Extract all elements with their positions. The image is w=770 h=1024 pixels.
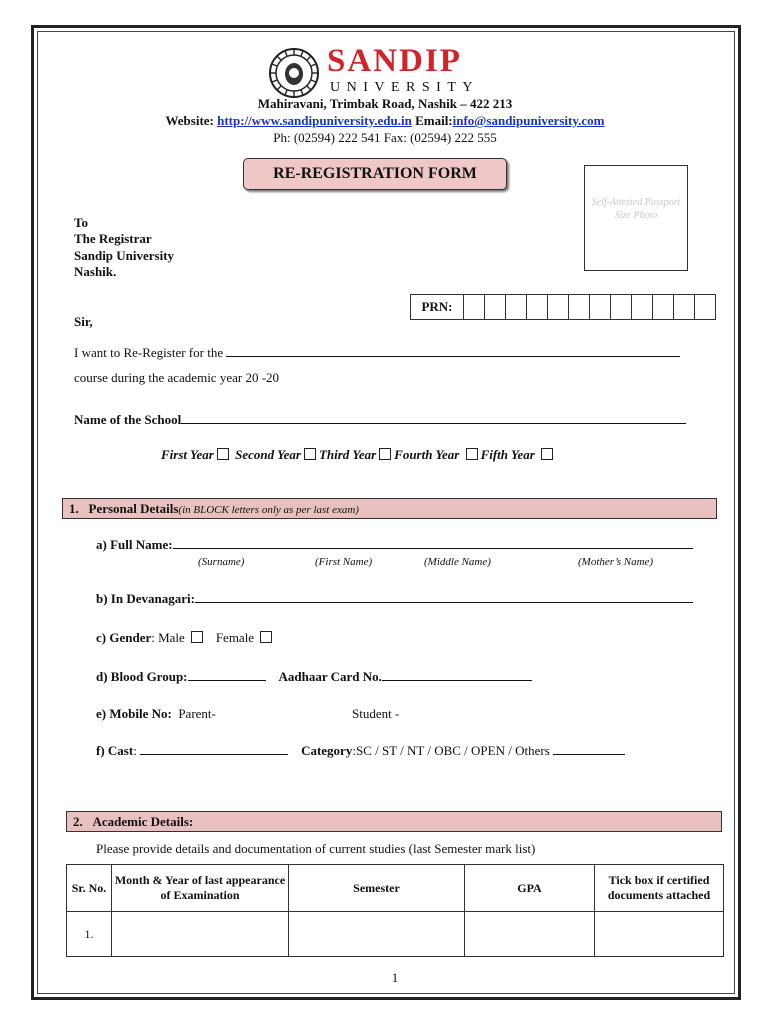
gender-line [96, 630, 275, 646]
category-label: Category [301, 743, 353, 758]
reregister-line [74, 345, 680, 361]
year-fourth-label: Fourth Year [394, 447, 460, 462]
section-1-header [62, 498, 717, 519]
prn-digit-box[interactable] [527, 295, 548, 320]
full-name-field[interactable] [173, 548, 693, 549]
brand-subtitle: UNIVERSITY [330, 80, 479, 95]
year-fifth-label: Fifth Year [480, 447, 535, 462]
row-semester-cell[interactable] [289, 912, 465, 957]
prn-digit-box[interactable] [485, 295, 506, 320]
aadhaar-label: Aadhaar Card No. [278, 669, 382, 684]
full-name-label: a) Full Name: [96, 537, 173, 552]
cast-field[interactable] [140, 754, 288, 755]
section-1-note: (in BLOCK letters only as per last exam) [178, 504, 359, 516]
devanagari-label: b) In Devanagari: [96, 591, 195, 606]
year-options [161, 447, 556, 463]
section-1-title: Personal Details [88, 501, 179, 516]
email-link[interactable]: info@sandipuniversity.com [452, 113, 605, 128]
contact-line [0, 113, 770, 129]
gender-male-checkbox[interactable] [191, 631, 203, 643]
prn-digit-box[interactable] [611, 295, 632, 320]
col-month-year: Month & Year of last appearance of Examination [112, 865, 289, 912]
course-field[interactable] [226, 356, 680, 357]
section-1-number: 1. [69, 501, 79, 516]
brand-name: SANDIP [327, 43, 462, 79]
gender-label: c) Gender [96, 630, 152, 645]
blood-aadhaar-line [96, 669, 532, 685]
col-certified: Tick box if certified documents attached [595, 865, 724, 912]
website-label: Website: [165, 113, 214, 128]
to-line-4: Nashik. [74, 264, 117, 279]
year-fourth-checkbox[interactable] [466, 448, 478, 460]
category-others-field[interactable] [553, 754, 625, 755]
school-line [74, 412, 686, 428]
section-2-header [66, 811, 722, 832]
academic-instruction: Please provide details and documentation of current studies (last Semester mark list) [96, 841, 536, 856]
salutation: Sir, [74, 314, 93, 329]
year-first-label: First Year [161, 447, 214, 462]
gender-female-checkbox[interactable] [260, 631, 272, 643]
university-seal-icon [268, 47, 320, 99]
gender-female-label: Female [215, 630, 255, 645]
year-fifth-checkbox[interactable] [541, 448, 553, 460]
mobile-label: e) Mobile No: [96, 706, 172, 721]
section-2-title: Academic Details: [92, 814, 194, 829]
school-field[interactable] [181, 423, 686, 424]
reregister-text: I want to Re-Register for the [74, 345, 224, 360]
row-certified-cell[interactable] [595, 912, 724, 957]
aadhaar-field[interactable] [382, 680, 532, 681]
prn-digit-box[interactable] [506, 295, 527, 320]
cast-line: f) Cast: Category:SC / ST / NT / OBC / OPEN / Others [96, 743, 625, 759]
prn-digit-box[interactable] [590, 295, 611, 320]
prn-digit-box[interactable] [464, 295, 485, 320]
year-second-label: Second Year [235, 447, 301, 462]
name-part-middle: (Middle Name) [424, 556, 491, 568]
devanagari-line [96, 591, 693, 607]
to-line-3: Sandip University [74, 248, 175, 263]
phone-line: Ph: (02594) 222 541 Fax: (02594) 222 555 [273, 130, 497, 145]
blood-group-label: d) Blood Group: [96, 669, 188, 684]
to-line-1: To [74, 215, 88, 230]
address-line: Mahiravani, Trimbak Road, Nashik – 422 213 [257, 96, 513, 111]
prn-digit-box[interactable] [695, 295, 716, 320]
col-gpa: GPA [465, 865, 595, 912]
devanagari-field[interactable] [195, 602, 693, 603]
col-sr-no: Sr. No. [67, 865, 112, 912]
year-third-label: Third Year [318, 447, 377, 462]
prn-digit-box[interactable] [674, 295, 695, 320]
prn-digit-box[interactable] [632, 295, 653, 320]
year-second-checkbox[interactable] [304, 448, 316, 460]
prn-boxes[interactable] [410, 294, 716, 320]
name-part-surname: (Surname) [198, 556, 245, 568]
course-year-text: course during the academic year 20 -20 [74, 370, 280, 385]
school-label: Name of the School [74, 412, 182, 427]
academic-table [66, 864, 724, 957]
prn-label: PRN: [411, 295, 464, 320]
prn-digit-box[interactable] [569, 295, 590, 320]
prn-digit-box[interactable] [548, 295, 569, 320]
row-month-year-cell[interactable] [112, 912, 289, 957]
photo-box[interactable]: Self-Attested Passport Size Photo [584, 165, 688, 271]
blood-group-field[interactable] [188, 680, 266, 681]
page-number: 1 [391, 970, 399, 985]
year-first-checkbox[interactable] [217, 448, 229, 460]
year-third-checkbox[interactable] [379, 448, 391, 460]
full-name-line [96, 537, 693, 553]
col-semester: Semester [289, 865, 465, 912]
name-part-first: (First Name) [315, 556, 373, 568]
gender-male-label: : Male [151, 630, 185, 645]
mobile-student-label: Student - [352, 706, 400, 721]
table-row [67, 912, 724, 957]
table-header-row [67, 865, 724, 912]
email-label: Email: [415, 113, 453, 128]
mobile-line [96, 706, 216, 722]
to-line-2: The Registrar [74, 231, 152, 246]
row-gpa-cell[interactable] [465, 912, 595, 957]
cast-label: f) Cast [96, 743, 134, 758]
prn-digit-box[interactable] [653, 295, 674, 320]
mobile-parent-label: Parent- [178, 706, 216, 721]
section-2-number: 2. [73, 814, 83, 829]
row-sr-no: 1. [67, 912, 112, 957]
category-options: :SC / ST / NT / OBC / OPEN / Others [352, 743, 550, 758]
form-title: RE-REGISTRATION FORM [243, 158, 507, 190]
website-link[interactable]: http://www.sandipuniversity.edu.in [217, 113, 412, 128]
name-part-mother: (Mother’s Name) [578, 556, 654, 568]
